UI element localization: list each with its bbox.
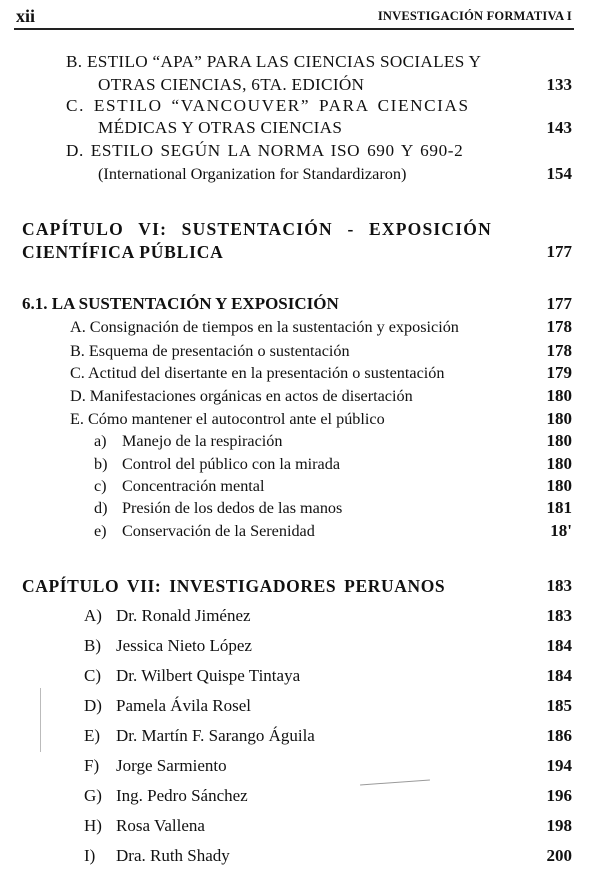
investigator-page-a: 183 [546, 606, 572, 625]
investigator-letter-a: A) [84, 606, 102, 625]
investigator-letter-g: G) [84, 786, 102, 805]
subitem-letter-c: c) [94, 477, 107, 495]
toc-entry-style-c-line2: MÉDICAS Y OTRAS CIENCIAS [98, 118, 343, 137]
subitem-page-b: 180 [546, 454, 572, 473]
subitem-letter-e: e) [94, 522, 107, 540]
subitem-text-c: Concentración mental [122, 477, 265, 495]
toc-page-6-1-d: 180 [546, 386, 572, 405]
toc-page-style-b: 133 [546, 75, 572, 94]
subitem-text-e: Conservación de la Serenidad [122, 522, 315, 540]
investigator-letter-d: D) [84, 696, 102, 715]
investigator-page-h: 198 [546, 816, 572, 835]
chapter-6-title-line2: CIENTÍFICA PÚBLICA [22, 242, 224, 262]
investigator-letter-b: B) [84, 636, 101, 655]
subitem-page-c: 180 [546, 476, 572, 495]
running-title: INVESTIGACIÓN FORMATIVA I [377, 9, 572, 23]
subitem-page-e: 18' [550, 521, 572, 540]
investigator-letter-i: I) [84, 846, 96, 865]
investigator-name-d: Pamela Ávila Rosel [116, 696, 252, 715]
investigator-page-d: 185 [546, 696, 572, 715]
scan-streak [360, 780, 430, 786]
toc-page-style-c: 143 [546, 118, 572, 137]
page-number: xii [16, 6, 36, 26]
subitem-letter-a: a) [94, 432, 107, 450]
header-rule [14, 28, 574, 30]
investigator-letter-e: E) [84, 726, 101, 745]
toc-entry-6-1-a: A. Consignación de tiempos en la sustentación y exposición [70, 318, 459, 336]
chapter-7-page: 183 [546, 576, 572, 595]
investigator-letter-c: C) [84, 666, 101, 685]
chapter-6-title-line1: CAPÍTULO VI: SUSTENTACIÓN - EXPOSICIÓN [22, 219, 492, 239]
investigator-page-i: 200 [546, 846, 572, 865]
investigator-name-a: Dr. Ronald Jiménez [116, 606, 251, 625]
investigator-page-b: 184 [546, 636, 572, 655]
investigator-name-b: Jessica Nieto López [116, 636, 252, 655]
toc-entry-6-1-d: D. Manifestaciones orgánicas en actos de disertación [70, 387, 413, 405]
investigator-name-g: Ing. Pedro Sánchez [116, 786, 248, 805]
subitem-page-d: 181 [546, 498, 572, 517]
investigator-name-h: Rosa Vallena [116, 816, 205, 835]
chapter-6-page: 177 [546, 242, 572, 261]
section-6-1-title: 6.1. LA SUSTENTACIÓN Y EXPOSICIÓN [22, 294, 339, 313]
subitem-text-a: Manejo de la respiración [122, 432, 283, 450]
investigator-page-g: 196 [546, 786, 572, 805]
investigator-name-e: Dr. Martín F. Sarango Águila [116, 726, 315, 745]
toc-page-6-1-a: 178 [546, 317, 572, 336]
toc-entry-style-d-line1: D. ESTILO SEGÚN LA NORMA ISO 690 Y 690-2 [66, 141, 464, 160]
subitem-text-b: Control del público con la mirada [122, 455, 341, 473]
subitem-letter-d: d) [94, 499, 108, 517]
subitem-letter-b: b) [94, 455, 108, 473]
toc-entry-style-d-line2: (International Organization for Standardizaron) [98, 164, 407, 183]
investigator-page-e: 186 [546, 726, 572, 745]
investigator-name-c: Dr. Wilbert Quispe Tintaya [116, 666, 301, 685]
investigator-letter-h: H) [84, 816, 102, 835]
toc-page-6-1-b: 178 [546, 341, 572, 360]
toc-page-6-1-c: 179 [546, 363, 572, 382]
toc-entry-6-1-c: C. Actitud del disertante en la presentación o sustentación [70, 364, 445, 382]
toc-entry-6-1-e: E. Cómo mantener el autocontrol ante el público [70, 410, 385, 428]
section-6-1-page: 177 [546, 294, 572, 313]
toc-entry-style-c-line1: C. ESTILO “VANCOUVER” PARA CIENCIAS [66, 96, 470, 115]
toc-page-style-d: 154 [546, 164, 572, 183]
toc-entry-style-b-line2: OTRAS CIENCIAS, 6TA. EDICIÓN [98, 75, 365, 94]
investigator-name-f: Jorge Sarmiento [116, 756, 227, 775]
investigator-letter-f: F) [84, 756, 100, 775]
toc-entry-6-1-b: B. Esquema de presentación o sustentación [70, 342, 350, 360]
chapter-7-title: CAPÍTULO VII: INVESTIGADORES PERUANOS [22, 576, 446, 596]
investigator-page-f: 194 [546, 756, 572, 775]
subitem-text-d: Presión de los dedos de las manos [122, 499, 343, 517]
subitem-page-a: 180 [546, 431, 572, 450]
investigator-name-i: Dra. Ruth Shady [116, 846, 230, 865]
toc-entry-style-b-line1: B. ESTILO “APA” PARA LAS CIENCIAS SOCIALES Y [66, 52, 482, 71]
scan-margin-mark [40, 688, 41, 752]
toc-page-6-1-e: 180 [546, 409, 572, 428]
investigator-page-c: 184 [546, 666, 572, 685]
